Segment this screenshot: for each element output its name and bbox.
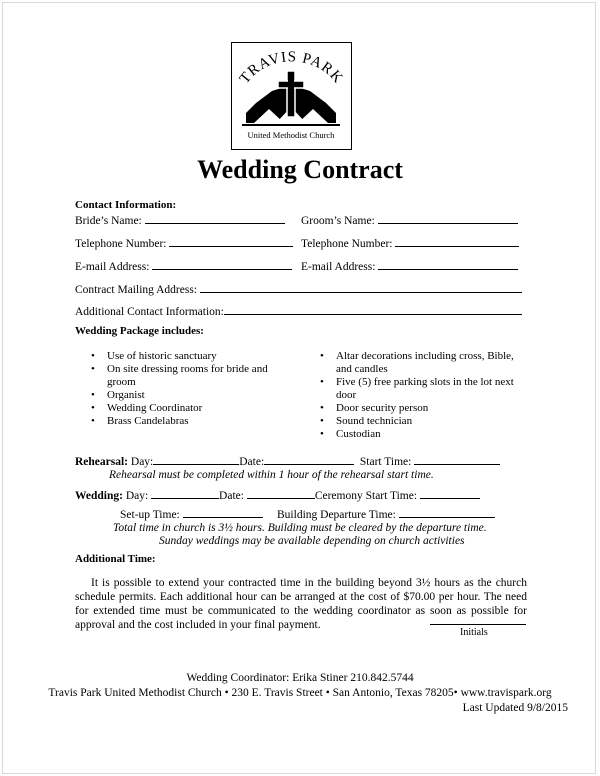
groom-email-line[interactable] [378, 260, 518, 270]
church-logo [231, 42, 352, 150]
mailing-address-field[interactable] [75, 283, 522, 297]
brides-name-label: Bride’s Name: [75, 215, 142, 227]
page-title: Wedding Contract [197, 155, 403, 184]
ceremony-start-label: Ceremony Start Time: [314, 490, 418, 502]
list-item: • Organist [89, 389, 289, 402]
rehearsal-day-label: Day: [130, 456, 154, 468]
wedding-note-2: Sunday weddings may be available depending on church activities [159, 535, 465, 547]
rehearsal-note: Rehearsal must be completed within 1 hour of the rehearsal start time. [109, 469, 434, 481]
package-list-right [318, 350, 518, 441]
footer-address: Travis Park United Methodist Church • 230 E. Travis Street • San Antonio, Texas 78205• www.travispark.org [48, 687, 552, 699]
groom-telephone-line[interactable] [395, 237, 519, 247]
rehearsal-date-line[interactable] [264, 455, 354, 465]
bride-email-line[interactable] [152, 260, 292, 270]
list-item: • Wedding Coordinator [89, 402, 289, 415]
setup-row [120, 508, 495, 522]
departure-time-label: Building Departure Time: [277, 509, 396, 521]
additional-contact-field[interactable] [75, 305, 522, 319]
logo-bottom-text: United Methodist Church [247, 130, 335, 140]
rehearsal-label: Rehearsal: [75, 456, 129, 468]
logo-emblem [232, 43, 351, 149]
mailing-address-line[interactable] [200, 283, 522, 293]
package-list-left [89, 350, 289, 428]
wedding-row [75, 489, 480, 503]
list-item: • Sound technician [318, 415, 518, 428]
groom-telephone-field[interactable] [301, 237, 519, 251]
grooms-name-label: Groom’s Name: [301, 215, 375, 227]
footer-last-updated: Last Updated 9/8/2015 [462, 702, 568, 714]
bride-telephone-line[interactable] [169, 237, 293, 247]
bride-email-field[interactable] [75, 260, 292, 274]
rehearsal-start-line[interactable] [414, 455, 500, 465]
additional-contact-line[interactable] [224, 305, 522, 315]
bride-telephone-label: Telephone Number: [75, 238, 167, 250]
bride-email-label: E-mail Address: [75, 261, 150, 273]
wedding-date-line[interactable] [247, 489, 315, 499]
additional-time-paragraph: It is possible to extend your contracted time in the building beyond 3½ hours as the church schedule permits. Each additional hour can be arranged at the cost of $70.00 per hour. The need for extended time must be communicated to the wedding coordinator as soon as possible for approval and the cost included in your final payment. [75, 577, 527, 631]
footer-coordinator: Wedding Coordinator: Erika Stiner 210.842.5744 [186, 672, 414, 684]
wedding-date-label: Date: [219, 490, 244, 502]
setup-time-label: Set-up Time: [120, 509, 180, 521]
mailing-address-label: Contract Mailing Address: [75, 284, 198, 296]
departure-time-line[interactable] [399, 508, 495, 518]
additional-time-heading: Additional Time: [75, 553, 156, 565]
brides-name-field[interactable] [75, 214, 285, 228]
additional-contact-label: Additional Contact Information: [75, 306, 224, 318]
list-item: • Use of historic sanctuary [89, 350, 289, 363]
grooms-name-field[interactable] [301, 214, 518, 228]
list-item: • Brass Candelabras [89, 415, 289, 428]
initials-label: Initials [460, 627, 488, 638]
groom-telephone-label: Telephone Number: [301, 238, 393, 250]
brides-name-line[interactable] [145, 214, 285, 224]
rehearsal-date-label: Date: [239, 456, 265, 468]
logo-top-text: TRAVIS PARK [236, 49, 347, 87]
groom-email-field[interactable] [301, 260, 518, 274]
list-item: • Custodian [318, 428, 518, 441]
initials-line[interactable] [430, 624, 526, 625]
list-item: • Altar decorations including cross, Bible, and candles [318, 350, 518, 376]
wedding-day-label: Day: [125, 490, 149, 502]
package-heading: Wedding Package includes: [75, 325, 204, 337]
wedding-note-1: Total time in church is 3½ hours. Building must be cleared by the departure time. [113, 522, 487, 534]
wedding-label: Wedding: [75, 490, 123, 502]
bride-telephone-field[interactable] [75, 237, 293, 251]
ceremony-start-line[interactable] [420, 489, 480, 499]
wedding-day-line[interactable] [151, 489, 219, 499]
groom-email-label: E-mail Address: [301, 261, 376, 273]
grooms-name-line[interactable] [378, 214, 518, 224]
rehearsal-start-label: Start Time: [359, 456, 412, 468]
list-item: • Door security person [318, 402, 518, 415]
list-item: • Five (5) free parking slots in the lot next door [318, 376, 518, 402]
setup-time-line[interactable] [183, 508, 263, 518]
rehearsal-row [75, 455, 500, 469]
rehearsal-day-line[interactable] [153, 455, 239, 465]
list-item: • On site dressing rooms for bride and groom [89, 363, 289, 389]
contact-heading: Contact Information: [75, 199, 177, 211]
